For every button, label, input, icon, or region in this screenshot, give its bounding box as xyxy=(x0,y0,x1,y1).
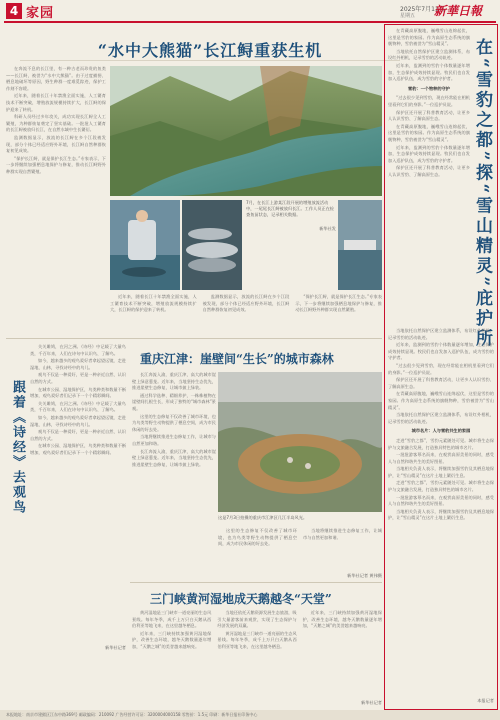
main-story-paragraph: “保护长江鲟，就是保护长江生态。”专家表示，下一步将继续加强栖息地保护与修复，推动长江鲟野外种群实现自然繁殖。 xyxy=(6,155,106,174)
story-paragraph: 如今，越来越多的观鸟爱好者拿起望远镜，走进湿地、山林，寻找诗经中的鸟儿。 xyxy=(30,414,126,427)
sanmenxia-credit: 新华社记者 xyxy=(361,700,382,705)
story-paragraph: 通过科学选种、精细养护，一株株植物在崖壁间扎根生长，形成了独特的“城市森林”景观。 xyxy=(132,392,216,411)
main-story-paragraph: 监测数据显示，放流的长江鲟在多个江段被发现，部分个体已经适应野外环境，长江鲟自然种群恢复初见成效。 xyxy=(202,294,290,313)
story-paragraph: 当地相关负责人表示，将继续加强雪豹及其栖息地保护，让“雪山精灵”在这片土地上繁衍生息。 xyxy=(388,466,494,478)
main-story-paragraph: 在奔流不息的长江里，有一种古老而珍贵的鱼类——长江鲟，被誉为“水中大熊猫”。由于过度捕捞、栖息地破坏等原因，野生种群一度难觅踪迹，保护工作刻不容缓。 xyxy=(6,66,106,91)
main-story-paragraph: 近年来，随着长江十年禁渔全面实施，人工繁育技术不断突破，增殖放流规模持续扩大，长江鲟的保护迎来了转机。 xyxy=(110,294,197,313)
story-paragraph: 长江奔流入渝，重庆江津，高大的城市崖壁上绿意葱茏。近年来，当地坚持生态优先，推进崖壁生态修复，让城市披上绿装。 xyxy=(132,448,216,467)
story-paragraph: 当地依托自然保护区建立监测体系，布设红外相机，记录雪豹的活动轨迹。 xyxy=(388,412,494,424)
photo-credit: 新华社发 xyxy=(319,226,336,231)
story-paragraph: 这里的生态修复不仅改善了城市环境，也为鸟类等野生动物提供了栖息空间，成为市民休闲的好去处。 xyxy=(132,413,216,432)
jiangjin-photo-caption: 这是7月3日拍摄的重庆市江津区几江半岛风光。 xyxy=(218,515,308,520)
shijing-birdwatch-headline: 跟着《诗经》去观鸟 xyxy=(10,380,25,515)
sanmenxia-headline: 三门峡黄河湿地成天鹅越冬“天堂” xyxy=(150,592,332,606)
snow-leopard-body-2 xyxy=(388,328,494,696)
shijing-story-body xyxy=(30,344,126,644)
story-paragraph: 在城市公园、湿地保护区，鸟类种类和数量不断增加，观鸟爱好者们记录下一个个精彩瞬间。 xyxy=(30,443,126,455)
story-paragraph: 近年来，监测到的雪豹个体数量逐年增加，生态保护成效持续显现。牧民们也自发加入巡护队伍，成为雪豹的守护者。 xyxy=(388,144,470,163)
page-footer: 本报地址：南京市建邺区江东中路369号 邮政编码：210092 广告经营许可证：3200004000158 零售价：1.5元 印刷：新华日报社印务中心 xyxy=(0,710,500,720)
story-paragraph: 走进“雪豹之都”，雪豹元素随处可见。城市将生态保护与文旅融合发展，打造独具特色的城市名片。 xyxy=(388,437,494,450)
sanmenxia-story-body xyxy=(132,610,382,700)
story-paragraph: 近年来，三门峡持续加强黄河湿地保护，改善生态环境，越冬天鹅数量逐年增加，“天鹅之城”的美誉越来越响亮。 xyxy=(302,610,382,629)
issue-date: 2025年7月11日 xyxy=(400,6,445,13)
page-number: 4 xyxy=(6,3,22,19)
story-paragraph: 关关雎鸠，在河之洲。《诗经》中记载了大量鸟类，千百年来，人们在诗句中认识鸟、了解鸟。 xyxy=(30,344,126,356)
story-paragraph: 在城市公园、湿地保护区，鸟类种类和数量不断增加，观鸟爱好者们记录下一个个精彩瞬间。 xyxy=(30,386,126,399)
yangtze-river-photo xyxy=(110,66,382,196)
story-paragraph: “过去很少见到雪豹，现在经常能在相机里看到它们的身影。”一位巡护员说。 xyxy=(388,362,494,375)
main-story-column-1 xyxy=(6,66,106,296)
headline-divider xyxy=(20,60,400,61)
story-paragraph: 当地将继续推进生态修复工作，让城市与自然更加和谐。 xyxy=(132,434,216,446)
story-paragraph: 保护区还开展了科普教育活动，让更多人认识雪豹、了解高原生态。 xyxy=(388,109,470,122)
story-paragraph: “过去很少见到雪豹，现在经常能在相机里看到它们的身影。”一位巡护员说。 xyxy=(388,95,470,107)
story-paragraph: 保护区还开展了科普教育活动，让更多人认识雪豹、了解高原生态。 xyxy=(388,377,494,389)
main-story-continuation xyxy=(110,294,382,336)
section-divider xyxy=(6,338,382,339)
newspaper-logo: 新華日報 xyxy=(434,4,483,18)
main-story-paragraph: 科研人员经过多年攻关，成功实现长江鲟全人工繁殖，为种群恢复奠定了坚实基础。一批批人工繁育的长江鲟被放归长江，在自然水域中生长繁衍。 xyxy=(6,114,106,133)
snow-leopard-subhead: 雪豹：一个物种的守护 xyxy=(408,85,450,91)
sturgeon-closeup-photo xyxy=(182,200,242,290)
main-photo-caption xyxy=(246,200,336,290)
story-paragraph: 当地依托自然保护区建立监测体系，布设红外相机，记录雪豹的活动轨迹。 xyxy=(388,328,494,340)
story-paragraph: 当地相关负责人表示，将继续加强雪豹及其栖息地保护，让“雪山精灵”在这片土地上繁衍生息。 xyxy=(388,508,494,521)
story-paragraph: 一批批游客慕名而来，在观赏高原美景的同时，感受人与自然和谐共生的美好图景。 xyxy=(388,452,494,464)
shijing-credit: 新华社记者 xyxy=(105,645,126,650)
story-paragraph: 黄河湿地是三门峡市一道亮丽的生态风景线。每年冬季，成千上万只白天鹅从西伯利亚等地飞来，在这里越冬栖息。 xyxy=(132,610,212,629)
issue-weekday: 星期五 xyxy=(400,13,416,19)
story-paragraph: 保护区还开展了科普教育活动，让更多人认识雪豹、了解高原生态。 xyxy=(388,165,470,177)
jiangjin-story-continuation xyxy=(218,528,382,572)
fish-release-photo xyxy=(110,200,180,290)
snow-leopard-credit: 本报记者 xyxy=(477,698,494,703)
section-name: 家园 xyxy=(26,6,55,21)
story-paragraph: 观鸟不仅是一种爱好，更是一种亲近自然、认识自然的方式。 xyxy=(30,429,126,441)
story-paragraph: 在青藏高原腹地，巍峨雪山连绵起伏，这里是雪豹的家园。作为高原生态系统的旗舰物种，雪豹被誉为“雪山精灵”。 xyxy=(388,28,470,47)
photo-caption-text: 7月，在长江上游某江段开展的增殖放流活动中，一尾尾长江鲟被放归长江。工作人员正在检查鱼苗状态，记录相关数据。 xyxy=(246,200,334,217)
story-paragraph: 走进“雪豹之都”，雪豹元素随处可见。城市将生态保护与文旅融合发展，打造独具特色的城市名片。 xyxy=(388,480,494,493)
story-paragraph: 近年来，监测到的雪豹个体数量逐年增加，生态保护成效持续显现。牧民们也自发加入巡护队伍，成为雪豹的守护者。 xyxy=(388,62,470,82)
story-paragraph: 当地还依托天鹅资源发展生态旅游，吸引大量游客前来观赏，实现了生态保护与经济发展的双赢。 xyxy=(217,610,297,629)
release-boat-photo xyxy=(338,200,382,290)
story-paragraph: 近年来，三门峡持续加强黄河湿地保护，改善生态环境，越冬天鹅数量逐年增加，“天鹅之城”的美誉越来越响亮。 xyxy=(132,630,212,649)
jiangjin-headline: 重庆江津：崖壁间“生长”的城市森林 xyxy=(140,352,334,366)
story-paragraph: 黄河湿地是三门峡市一道亮丽的生态风景线。每年冬季，成千上万只白天鹅从西伯利亚等地飞来，在这里越冬栖息。 xyxy=(217,630,297,649)
jiangjin-story-body xyxy=(132,372,216,572)
story-paragraph: 一批批游客慕名而来，在观赏高原美景的同时，感受人与自然和谐共生的美好图景。 xyxy=(388,494,494,507)
main-story-paragraph: 近年来，随着长江十年禁渔全面实施，人工繁育技术不断突破，增殖放流规模持续扩大，长江鲟的保护迎来了转机。 xyxy=(6,93,106,112)
story-paragraph: 近年来，监测到的雪豹个体数量逐年增加，生态保护成效持续显现。牧民们也自发加入巡护队伍，成为雪豹的守护者。 xyxy=(388,342,494,361)
main-story-paragraph: “保护长江鲟，就是保护长江生态。”专家表示，下一步将继续加强栖息地保护与修复，推动长江鲟野外种群实现自然繁殖。 xyxy=(295,294,382,313)
jiangjin-credit: 新华社记者 黄伟摄 xyxy=(347,573,382,578)
story-paragraph: 在青藏高原腹地，巍峨雪山连绵起伏，这里是雪豹的家园。作为高原生态系统的旗舰物种，雪豹被誉为“雪山精灵”。 xyxy=(388,391,494,410)
main-headline: “水中大熊猫”长江鲟重获生机 xyxy=(97,41,323,60)
story-paragraph: 这里的生态修复不仅改善了城市环境，也为鸟类等野生动物提供了栖息空间，成为市民休闲的好去处。 xyxy=(218,528,297,547)
snow-leopard-subhead: 城市名片：人与雪豹共生的家园 xyxy=(411,428,471,434)
jiangjin-peninsula-photo xyxy=(218,372,382,512)
story-paragraph: 长江奔流入渝，重庆江津，高大的城市崖壁上绿意葱茏。近年来，当地坚持生态优先，推进崖壁生态修复，让城市披上绿装。 xyxy=(132,372,216,391)
story-paragraph: 观鸟不仅是一种爱好，更是一种亲近自然、认识自然的方式。 xyxy=(30,372,126,384)
story-paragraph: 关关雎鸠，在河之洲。《诗经》中记载了大量鸟类，千百年来，人们在诗句中认识鸟、了解鸟。 xyxy=(30,400,126,413)
snow-leopard-body-1 xyxy=(388,28,470,324)
story-paragraph: 在青藏高原腹地，巍峨雪山连绵起伏，这里是雪豹的家园。作为高原生态系统的旗舰物种，雪豹被誉为“雪山精灵”。 xyxy=(388,123,470,142)
section-divider xyxy=(130,582,382,583)
story-paragraph: 如今，越来越多的观鸟爱好者拿起望远镜，走进湿地、山林，寻找诗经中的鸟儿。 xyxy=(30,358,126,370)
story-paragraph: 当地将继续推进生态修复工作，让城市与自然更加和谐。 xyxy=(303,528,382,540)
main-story-paragraph: 监测数据显示，放流的长江鲟在多个江段被发现，部分个体已经适应野外环境，长江鲟自然种群恢复初见成效。 xyxy=(6,134,106,154)
snow-leopard-headline: 在“雪豹之都”探“雪山精灵”庇护所 xyxy=(472,38,492,350)
masthead-rule xyxy=(4,21,496,23)
story-paragraph: 当地依托自然保护区建立监测体系，布设红外相机，记录雪豹的活动轨迹。 xyxy=(388,48,470,61)
